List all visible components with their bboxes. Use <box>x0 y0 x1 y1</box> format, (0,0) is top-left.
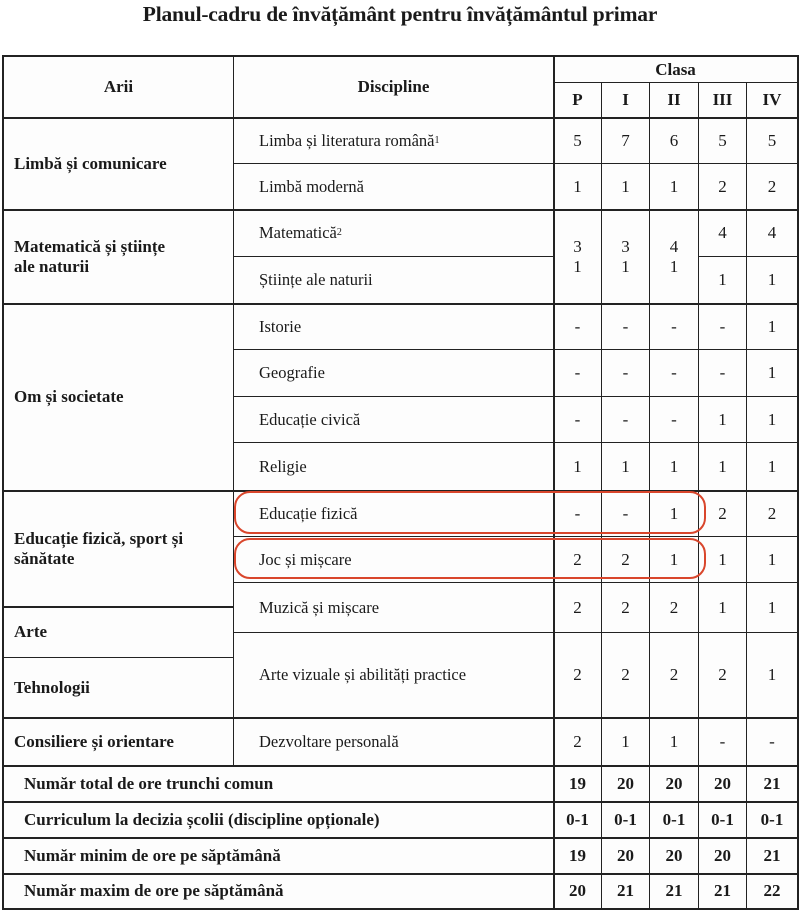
grid-line <box>3 209 798 211</box>
area-educatie-fizica <box>4 491 233 606</box>
grid-line <box>3 117 798 119</box>
grid-line <box>3 765 798 767</box>
hours-cell-ii: 1 <box>650 164 698 209</box>
summary-value-iv: 0-1 <box>747 802 797 837</box>
summary-total-trunchi: Număr total de ore trunchi comun <box>4 766 553 801</box>
hours-cell-i: 1 <box>602 164 649 209</box>
discipline-istorie: Istorie <box>234 304 553 349</box>
grid-line <box>797 55 799 910</box>
hours-cell-i: 2 <box>602 583 649 632</box>
grid-line <box>3 657 234 658</box>
area-label: Arte <box>14 622 48 641</box>
discipline-geografie: Geografie <box>234 350 553 396</box>
area-consiliere-orientare <box>4 718 233 765</box>
header-grade-ii: II <box>650 83 698 117</box>
grid-line <box>3 801 798 803</box>
grid-line <box>233 582 798 583</box>
discipline-muzica-miscare: Muzică și mișcare <box>234 583 553 632</box>
hours-value-stiinte: 1 <box>621 256 630 276</box>
hours-cell-ii: 2 <box>650 633 698 717</box>
summary-value-iii: 20 <box>699 766 746 801</box>
area-label-line1: Matematică și științe <box>14 236 166 256</box>
grid-line <box>698 256 798 257</box>
header-grade-group: Clasa <box>554 57 797 82</box>
grid-line <box>233 349 798 350</box>
hours-cell-iv: 1 <box>747 304 797 349</box>
area-label: Limbă și comunicare <box>14 153 167 173</box>
hours-cell-i: 2 <box>602 633 649 717</box>
hours-cell-i: - <box>602 397 649 442</box>
summary-value-iii: 20 <box>699 838 746 873</box>
summary-value-iv: 21 <box>747 766 797 801</box>
grid-line <box>233 536 798 537</box>
grid-line <box>233 256 554 257</box>
hours-cell-iii: 1 <box>699 397 746 442</box>
hours-value-stiinte: 1 <box>573 256 582 276</box>
header-grade-i: I <box>602 83 649 117</box>
page-title: Planul-cadru de învățământ pentru învățământul primar <box>142 2 658 26</box>
hours-cell-iv: 1 <box>747 583 797 632</box>
hours-cell-matematica-stiinte-ii <box>650 210 698 303</box>
grid-line <box>3 908 798 910</box>
header-grade-iv: IV <box>747 83 797 117</box>
hours-cell-iv: 2 <box>747 491 797 536</box>
hours-cell-iv: 1 <box>747 397 797 442</box>
grid-line <box>553 82 798 83</box>
hours-cell-ii: 1 <box>650 718 698 765</box>
hours-cell-p: - <box>554 350 601 396</box>
hours-cell-iv: 1 <box>747 633 797 717</box>
summary-value-p: 19 <box>554 766 601 801</box>
area-arte <box>4 607 233 657</box>
summary-value-iii: 0-1 <box>699 802 746 837</box>
grid-line <box>553 55 555 908</box>
hours-cell-ii: - <box>650 397 698 442</box>
hours-cell-i: 7 <box>602 118 649 163</box>
discipline-matematica: Matematică 2 <box>234 210 553 256</box>
hours-cell-p: 1 <box>554 164 601 209</box>
area-label-line2: ale naturii <box>14 256 90 276</box>
discipline-dezvoltare-personala: Dezvoltare personală <box>234 718 553 765</box>
hours-cell-i: 1 <box>602 718 649 765</box>
summary-value-i: 21 <box>602 874 649 908</box>
summary-value-ii: 21 <box>650 874 698 908</box>
hours-cell-iii: 1 <box>699 583 746 632</box>
grid-line <box>2 55 4 910</box>
summary-minim-ore: Număr minim de ore pe săptămână <box>4 838 553 873</box>
area-label: Om și societate <box>14 387 124 406</box>
grid-line <box>3 490 798 492</box>
hours-cell-ii: 1 <box>650 537 698 582</box>
header-grade-iii: III <box>699 83 746 117</box>
grid-line <box>649 82 650 908</box>
hours-cell-iv: 2 <box>747 164 797 209</box>
hours-cell-ii: - <box>650 350 698 396</box>
hours-cell-p: 2 <box>554 633 601 717</box>
hours-cell-iv: 5 <box>747 118 797 163</box>
grid-line <box>3 303 798 305</box>
grid-line <box>3 837 798 839</box>
grid-line <box>3 55 798 57</box>
area-label: Tehnologii <box>14 677 90 697</box>
hours-cell-iii: - <box>699 350 746 396</box>
hours-cell-matematica-stiinte-p <box>554 210 601 303</box>
summary-value-iv: 21 <box>747 838 797 873</box>
discipline-arte-vizuale: Arte vizuale și abilități practice <box>234 633 553 717</box>
grid-line <box>3 873 798 875</box>
header-areas: Arii <box>4 57 233 117</box>
hours-value-matematica: 4 <box>669 236 679 256</box>
hours-cell-p: 2 <box>554 583 601 632</box>
hours-cell-i: 2 <box>602 537 649 582</box>
area-om-societate <box>4 304 233 490</box>
area-label-line1: Educație fizică, sport și <box>14 528 184 548</box>
summary-curriculum-scoala: Curriculum la decizia școlii (discipline opționale) <box>4 802 553 837</box>
grid-line <box>233 632 798 633</box>
grid-line <box>3 606 234 608</box>
summary-value-i: 0-1 <box>602 802 649 837</box>
hours-cell-ii: 2 <box>650 583 698 632</box>
discipline-religie: Religie <box>234 443 553 490</box>
hours-cell-iii: 5 <box>699 118 746 163</box>
discipline-label: Matematică <box>259 223 337 242</box>
summary-value-iii: 21 <box>699 874 746 908</box>
hours-cell-i: - <box>602 491 649 536</box>
hours-cell-p: 2 <box>554 537 601 582</box>
area-limba-comunicare <box>4 118 233 209</box>
header-disciplines: Discipline <box>234 57 553 117</box>
area-label-line2: sănătate <box>14 548 75 568</box>
hours-cell-i: 1 <box>602 443 649 490</box>
grid-line <box>698 82 699 908</box>
area-matematica-stiinte <box>4 210 233 303</box>
hours-cell-ii: 1 <box>650 443 698 490</box>
discipline-limba-moderna: Limbă modernă <box>234 164 553 209</box>
hours-value-matematica: 3 <box>573 236 582 256</box>
area-tehnologii <box>4 658 233 717</box>
hours-cell-iv: 1 <box>747 257 797 303</box>
grid-line <box>233 396 798 397</box>
header-grade-p: P <box>554 83 601 117</box>
hours-cell-ii: 1 <box>650 491 698 536</box>
hours-cell-iii: 1 <box>699 537 746 582</box>
hours-cell-iii: 4 <box>699 210 746 256</box>
discipline-limba-romana: Limba și literatura română 1 <box>234 118 553 163</box>
summary-value-p: 0-1 <box>554 802 601 837</box>
summary-maxim-ore: Număr maxim de ore pe săptămână <box>4 874 553 908</box>
hours-cell-iv: - <box>747 718 797 765</box>
summary-value-p: 20 <box>554 874 601 908</box>
grid-line <box>233 55 234 765</box>
hours-cell-matematica-stiinte-i <box>602 210 649 303</box>
hours-value-matematica: 3 <box>621 236 630 256</box>
summary-value-ii: 0-1 <box>650 802 698 837</box>
hours-cell-p: - <box>554 304 601 349</box>
discipline-educatie-fizica: Educație fizică <box>234 491 553 536</box>
hours-cell-iii: 2 <box>699 164 746 209</box>
hours-cell-p: 5 <box>554 118 601 163</box>
grid-line <box>746 82 747 908</box>
hours-cell-iv: 1 <box>747 443 797 490</box>
hours-cell-ii: - <box>650 304 698 349</box>
hours-cell-p: 2 <box>554 718 601 765</box>
hours-cell-iii: 2 <box>699 491 746 536</box>
hours-cell-i: - <box>602 304 649 349</box>
hours-cell-p: - <box>554 491 601 536</box>
discipline-stiinte-naturii: Științe ale naturii <box>234 257 553 303</box>
hours-cell-iii: 1 <box>699 257 746 303</box>
grid-line <box>233 163 798 164</box>
hours-cell-p: 1 <box>554 443 601 490</box>
hours-value-stiinte: 1 <box>669 256 679 276</box>
discipline-educatie-civica: Educație civică <box>234 397 553 442</box>
grid-line <box>601 82 602 908</box>
hours-cell-iii: - <box>699 304 746 349</box>
summary-value-i: 20 <box>602 766 649 801</box>
hours-cell-iv: 1 <box>747 537 797 582</box>
hours-cell-i: - <box>602 350 649 396</box>
summary-value-p: 19 <box>554 838 601 873</box>
hours-cell-iii: - <box>699 718 746 765</box>
summary-value-ii: 20 <box>650 766 698 801</box>
area-label: Consiliere și orientare <box>14 731 174 751</box>
summary-value-i: 20 <box>602 838 649 873</box>
hours-cell-iii: 2 <box>699 633 746 717</box>
discipline-joc-miscare: Joc și mișcare <box>234 537 553 582</box>
hours-cell-iii: 1 <box>699 443 746 490</box>
hours-cell-iv: 1 <box>747 350 797 396</box>
discipline-label: Limba și literatura română <box>259 130 435 150</box>
summary-value-ii: 20 <box>650 838 698 873</box>
hours-cell-p: - <box>554 397 601 442</box>
grid-line <box>3 717 798 719</box>
summary-value-iv: 22 <box>747 874 797 908</box>
hours-cell-ii: 6 <box>650 118 698 163</box>
grid-line <box>233 442 798 443</box>
hours-cell-iv: 4 <box>747 210 797 256</box>
